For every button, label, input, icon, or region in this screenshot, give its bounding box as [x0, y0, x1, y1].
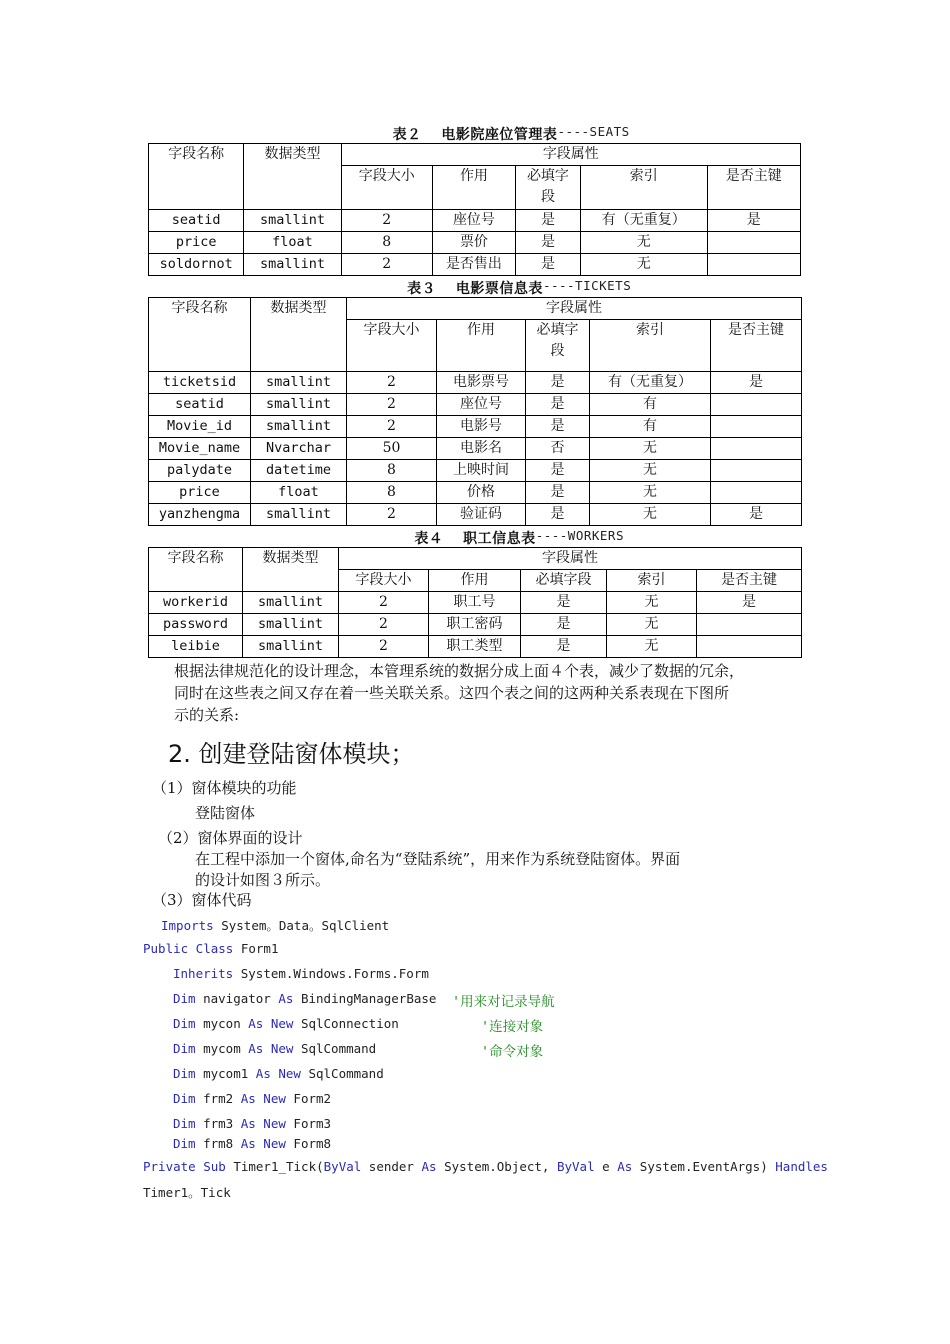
code-line: Dim mycom1 As New SqlCommand — [173, 1066, 384, 1081]
seats-table — [148, 143, 801, 276]
code-line: Dim mycom As New SqlCommand — [173, 1041, 377, 1056]
table-row: password smallint 2 职工密码 是 无 — [149, 614, 802, 636]
header-field-name: 字段名称 — [149, 548, 243, 592]
section-heading: 2. 创建登陆窗体模块； — [168, 740, 415, 768]
table4-caption: 表４ 职工信息表 ----WORKERS — [414, 528, 624, 547]
header-field-attrs: 字段属性 — [347, 298, 802, 320]
code-line: Dim frm3 As New Form3 — [173, 1116, 332, 1131]
code-line: Private Sub Timer1_Tick(ByVal sender As System.Object, ByVal e As System.EventArgs) Handles — [143, 1159, 828, 1174]
table-row: price float 8 价格 是 无 — [149, 482, 802, 504]
item-design-text-2: 的设计如图３所示。 — [195, 871, 331, 889]
header-use: 作用 — [432, 166, 515, 210]
code-comment: '命令对象 — [481, 1044, 544, 1060]
code-line: Dim navigator As BindingManagerBase — [173, 991, 437, 1006]
header-size: 字段大小 — [339, 570, 429, 592]
header-data-type: 数据类型 — [251, 298, 347, 372]
header-size: 字段大小 — [347, 320, 437, 372]
header-required: 必填字段 — [516, 166, 581, 210]
code-line: Dim frm2 As New Form2 — [173, 1091, 332, 1106]
header-pk: 是否主键 — [711, 320, 802, 372]
header-pk: 是否主键 — [697, 570, 802, 592]
body-paragraph: 根据法律规范化的设计理念，本管理系统的数据分成上面４个表，减少了数据的冗余， 同时在这些表之间又存在着一些关联关系。这四个表之间的这两种关系表现在下图所 示的关系: — [174, 662, 745, 724]
code-line: Inherits System.Windows.Forms.Form — [173, 966, 429, 981]
item-design-text-1: 在工程中添加一个窗体,命名为“登陆系统”，用来作为系统登陆窗体。界面 — [195, 850, 681, 868]
header-pk: 是否主键 — [707, 166, 800, 210]
header-index: 索引 — [590, 320, 711, 372]
table-row: seatid smallint 2 座位号 是 有 — [149, 394, 802, 416]
table-row: leibie smallint 2 职工类型 是 无 — [149, 636, 802, 658]
table-row: palydate datetime 8 上映时间 是 无 — [149, 460, 802, 482]
header-field-name: 字段名称 — [149, 298, 251, 372]
header-index: 索引 — [607, 570, 697, 592]
header-field-attrs: 字段属性 — [339, 548, 802, 570]
code-line: Dim mycon As New SqlConnection — [173, 1016, 399, 1031]
header-use: 作用 — [437, 320, 526, 372]
header-size: 字段大小 — [341, 166, 432, 210]
item-design-title: （2）窗体界面的设计 — [158, 829, 303, 847]
header-required: 必填字段 — [521, 570, 607, 592]
header-index: 索引 — [580, 166, 707, 210]
code-comment: '用来对记录导航 — [452, 994, 555, 1010]
code-line: Public Class Form1 — [143, 941, 279, 956]
table-row: Movie_id smallint 2 电影号 是 有 — [149, 416, 802, 438]
table-row: yanzhengma smallint 2 验证码 是 无 是 — [149, 504, 802, 526]
header-data-type: 数据类型 — [244, 144, 341, 210]
code-line: Imports System。Data。SqlClient — [161, 918, 390, 933]
table-row: seatid smallint 2 座位号 是 有（无重复） 是 — [149, 210, 801, 232]
table3-caption: 表３ 电影票信息表 ----TICKETS — [407, 278, 632, 297]
item-code-title: （3）窗体代码 — [152, 891, 252, 909]
header-required: 必填字段 — [526, 320, 590, 372]
code-line: Timer1。Tick — [143, 1185, 231, 1200]
table-row: price float 8 票价 是 无 — [149, 232, 801, 254]
workers-table — [148, 547, 802, 658]
table-row: soldornot smallint 2 是否售出 是 无 — [149, 254, 801, 276]
header-field-attrs: 字段属性 — [341, 144, 800, 166]
item-func-title: （1）窗体模块的功能 — [152, 779, 297, 797]
code-line: Dim frm8 As New Form8 — [173, 1136, 332, 1151]
header-data-type: 数据类型 — [243, 548, 339, 592]
code-comment: '连接对象 — [481, 1019, 544, 1035]
tickets-table — [148, 297, 802, 526]
item-func-text: 登陆窗体 — [195, 804, 256, 822]
header-field-name: 字段名称 — [149, 144, 244, 210]
table-row: ticketsid smallint 2 电影票号 是 有（无重复） 是 — [149, 372, 802, 394]
table-row: workerid smallint 2 职工号 是 无 是 — [149, 592, 802, 614]
table2-caption: 表２ 电影院座位管理表 ----SEATS — [392, 124, 630, 143]
table-row: Movie_name Nvarchar 50 电影名 否 无 — [149, 438, 802, 460]
header-use: 作用 — [429, 570, 521, 592]
